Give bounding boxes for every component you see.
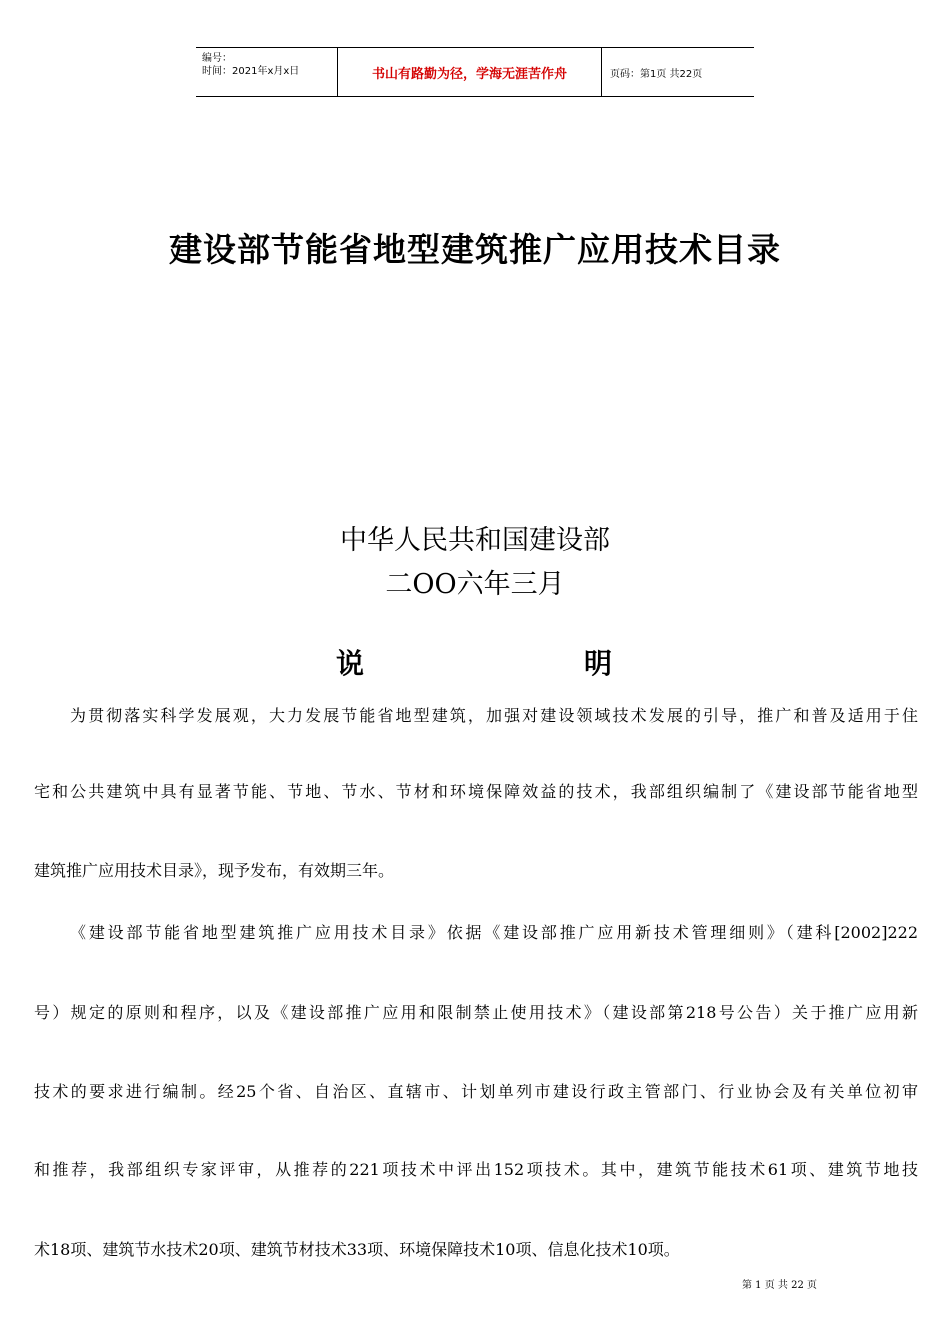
number-label: 编号： (202, 53, 232, 64)
page-footer: 第 1 页 共 22 页 (742, 1280, 817, 1291)
paragraph-1-line-1: 为贯彻落实科学发展观，大力发展节能省地型建筑，加强对建设领域技术发展的引导，推广和普及适用于住 (70, 706, 918, 725)
header-page-cell (602, 48, 754, 96)
header-motto-cell (338, 48, 602, 96)
section-heading-char-2: 明 (584, 647, 613, 680)
header-meta-cell (196, 48, 338, 96)
document-title: 建设部节能省地型建筑推广应用技术目录 (169, 230, 781, 269)
issuer-name: 中华人民共和国建设部 (340, 525, 610, 556)
paragraph-2-line-3: 技术的要求进行编制。经25个省、自治区、直辖市、计划单列市建设行政主管部门、行业协会及有关单位初审 (34, 1082, 918, 1101)
motto-text: 书山有路勤为径，学海无涯苦作舟 (371, 66, 567, 82)
document-header (196, 47, 754, 97)
paragraph-1-line-2: 宅和公共建筑中具有显著节能、节地、节水、节材和环境保障效益的技术，我部组织编制了《建设部节能省地型 (34, 782, 918, 801)
paragraph-2-line-1: 《建设部节能省地型建筑推广应用技术目录》依据《建设部推广应用新技术管理细则》（建科[2002]222 (70, 923, 918, 942)
section-heading (0, 642, 950, 682)
paragraph-2-line-2: 号）规定的原则和程序，以及《建设部推广应用和限制禁止使用技术》（建设部第218号公告）关于推广应用新 (34, 1003, 918, 1022)
time-label: 时间：2021年x月x日 (202, 66, 300, 77)
issue-date: 二OO六年三月 (385, 569, 565, 600)
page-info: 页码：第1页 共22页 (610, 68, 703, 80)
paragraph-1-line-3: 建筑推广应用技术目录》，现予发布，有效期三年。 (34, 861, 395, 880)
section-heading-char-1: 说 (336, 647, 365, 680)
paragraph-2-line-4: 和推荐，我部组织专家评审，从推荐的221项技术中评出152项技术。其中，建筑节能技术61项、建筑节地技 (34, 1160, 918, 1179)
paragraph-2-line-5: 术18项、建筑节水技术20项、建筑节材技术33项、环境保障技术10项、信息化技术10项。 (34, 1240, 680, 1259)
